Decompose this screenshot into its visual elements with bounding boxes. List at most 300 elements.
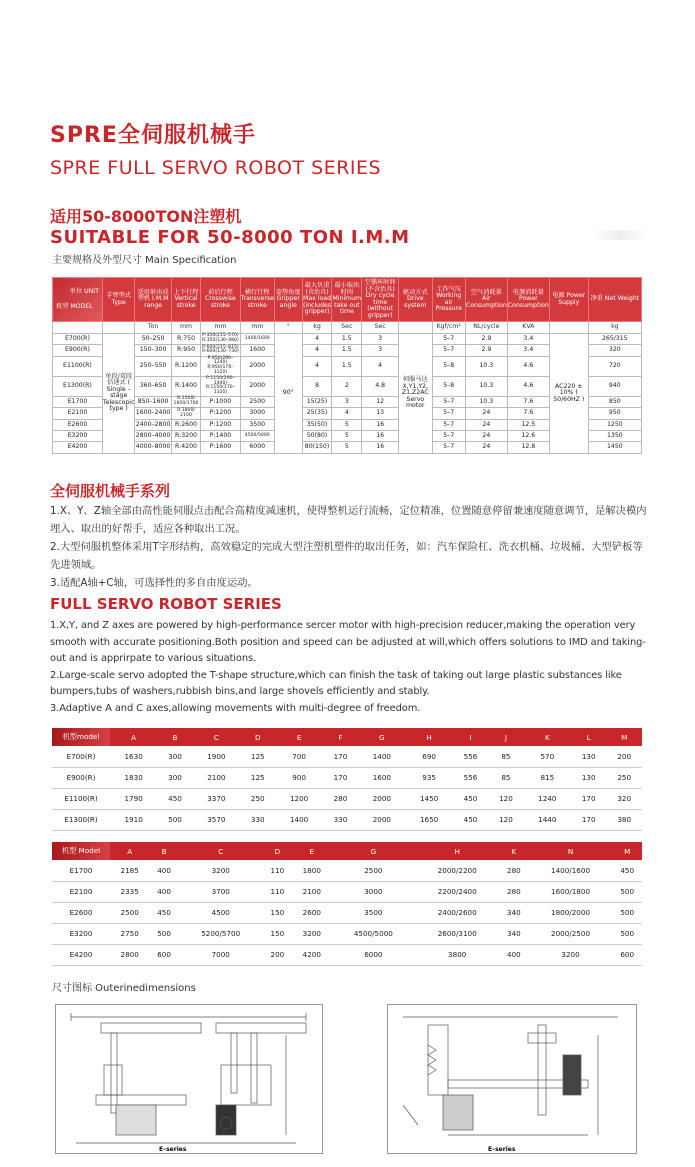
spec-cell: 7.6 xyxy=(507,397,549,408)
spec-cell: P:1000 xyxy=(201,397,240,408)
dim-header-cell: H xyxy=(415,842,499,860)
dim-cell: 150 xyxy=(263,902,292,923)
dim-cell: 1630 xyxy=(110,746,157,767)
spec-unit-cell: Kgf/cm² xyxy=(432,322,465,334)
spec-cell: P:350(215–570) R:350(130–480) xyxy=(202,333,239,344)
dim-header-cell: M xyxy=(612,842,642,860)
spec-cell: E3200 xyxy=(53,430,103,441)
dim-cell: 1240 xyxy=(524,788,571,809)
spec-cell: 8 xyxy=(302,376,332,396)
subtitle-cn: 适用50-8000TON注塑机 xyxy=(50,207,242,226)
dim-cell: 2500 xyxy=(110,902,149,923)
series-en-p1: 1.X,Y, and Z axes are powered by high-performance sercer motor with high-precision reducer,making the operation very smooth with accurate positioning.Both position and speed can be adjusted at will,which offers solutions to IMD and taking-out and is apprirpate to various situations. xyxy=(50,620,646,664)
spec-cell: 5–8 xyxy=(432,356,465,376)
spec-header-type: 手臂型式 Type xyxy=(102,278,135,322)
spec-cell: 4.8 xyxy=(362,376,399,396)
dim-row xyxy=(52,944,642,965)
spec-cell: 265/315 xyxy=(588,334,641,345)
dim-row xyxy=(52,881,642,902)
spec-cell: E1300(R) xyxy=(53,376,103,396)
spec-cell: E2100 xyxy=(53,408,103,419)
spec-header-unit: 单位 UNIT xyxy=(69,288,99,295)
dim-cell: 450 xyxy=(453,788,488,809)
spec-cell: 12.6 xyxy=(507,430,549,441)
spec-cell: R:3200 xyxy=(171,430,201,441)
dim-cell: 2400/2600 xyxy=(415,902,499,923)
spec-cell: 5–7 xyxy=(432,442,465,453)
dim-cell: 2000 xyxy=(358,809,405,830)
spec-cell: 16 xyxy=(362,419,399,430)
dim-header-row xyxy=(52,728,642,746)
dim-header-cell: D xyxy=(240,728,275,746)
spec-cell: 16 xyxy=(362,430,399,441)
dim-cell: 450 xyxy=(453,809,488,830)
spec-cell: P:1150(290–1440) R:1150(170–1320) xyxy=(201,376,240,396)
dim-cell: 690 xyxy=(405,746,452,767)
spec-cell: 2800–4000 xyxy=(135,430,171,441)
spec-cell: 1450 xyxy=(588,442,641,453)
spec-cell: 单段/双段 倍速式 ( Single –stage Telescopic type ) xyxy=(102,334,135,454)
spec-cell: 4000–8000 xyxy=(135,442,171,453)
dim-cell: 2600 xyxy=(292,902,331,923)
dim-row xyxy=(52,788,642,809)
spec-header-model: 机型 MODEL xyxy=(56,302,93,310)
dim-cell: 1400/1600 xyxy=(529,860,613,881)
dim-cell: 125 xyxy=(240,746,275,767)
dim-header-cell: L xyxy=(571,728,606,746)
dim-cell: 200 xyxy=(606,746,642,767)
spec-cell: 720 xyxy=(588,356,641,376)
spec-cell: 3.4 xyxy=(507,345,549,356)
dim-cell: 110 xyxy=(263,881,292,902)
dim-cell: 400 xyxy=(149,881,178,902)
spec-cell: E2600 xyxy=(53,419,103,430)
dim-cell: E1700 xyxy=(52,860,110,881)
dim-cell: 2500 xyxy=(331,860,415,881)
spec-cell: 24 xyxy=(465,419,507,430)
dim-cell: 1800/2000 xyxy=(529,902,613,923)
decorative-band xyxy=(590,230,650,240)
dim-cell: E900(R) xyxy=(52,767,110,788)
spec-unit-cell: mm xyxy=(240,322,274,334)
dim-header-cell: E xyxy=(292,842,331,860)
dim-cell: 1200 xyxy=(275,788,322,809)
spec-cell: R:1800/ 2100 xyxy=(171,408,201,419)
series-heading-cn: 全伺服机械手系列 xyxy=(50,482,171,500)
dim-header-cell: I xyxy=(453,728,488,746)
spec-cell: R:750 xyxy=(171,334,201,345)
dim-cell: 170 xyxy=(323,767,358,788)
spec-cell: 80(150) xyxy=(302,442,332,453)
dim-header-cell: A xyxy=(110,728,157,746)
dim-cell: 400 xyxy=(499,944,528,965)
dim-cell: 3700 xyxy=(179,881,263,902)
dim-row xyxy=(52,923,642,944)
spec-cell: 3000 xyxy=(240,408,274,419)
dim-header-cell: F xyxy=(323,728,358,746)
dim-cell: 3570 xyxy=(193,809,240,830)
spec-header-crosswise: 前后行程 Crosswise stroke xyxy=(201,278,240,322)
dim-cell: 330 xyxy=(323,809,358,830)
dim-cell: 7000 xyxy=(179,944,263,965)
spec-row xyxy=(53,334,642,345)
dim-header-cell: G xyxy=(358,728,405,746)
spec-header-air: 工作气压 Working air Pressure xyxy=(432,278,465,322)
spec-header-gripper: 姿势角度 Gripper angle xyxy=(274,278,302,322)
spec-cell: R:1500/ 1600/1700 xyxy=(171,397,201,408)
dim-cell: 1830 xyxy=(110,767,157,788)
dim-cell: 280 xyxy=(323,788,358,809)
dim-cell: 2600/3100 xyxy=(415,923,499,944)
series-cn-p1: 1.X、Y、Z轴全部由高性能伺服点击配合高精度减速机，使得整机运行流畅，定位精准，位置随意停留兼速度随意调节，是解决模内埋入、取出的好帮手，适应各种取出工况。 xyxy=(50,505,647,535)
spec-cell: 360–650 xyxy=(135,376,171,396)
dim-cell: 170 xyxy=(571,809,606,830)
spec-cell: 150–300 xyxy=(135,345,171,356)
spec-header-vertical: 上下行程 Vertical stroke xyxy=(171,278,201,322)
spec-cell: 4.6 xyxy=(507,376,549,396)
spec-cell: R:4200 xyxy=(171,442,201,453)
spec-cell: 50(80) xyxy=(302,430,332,441)
dim-cell: 200 xyxy=(263,944,292,965)
dim-cell: 3200 xyxy=(292,923,331,944)
spec-header-takeout: 最小取出时间 Minimum take out time xyxy=(332,278,362,322)
spec-cell: 4.6 xyxy=(507,356,549,376)
spec-unit-cell: kg xyxy=(302,322,332,334)
dim-header-cell: K xyxy=(524,728,571,746)
dim-cell: 1400 xyxy=(358,746,405,767)
dim-cell: 1900 xyxy=(193,746,240,767)
spec-header-aircons: 空气消耗量 Air Consumption xyxy=(465,278,507,322)
spec-units-blank xyxy=(102,322,135,334)
dim-cell: 85 xyxy=(488,746,523,767)
dim-cell: 4200 xyxy=(292,944,331,965)
spec-cell: 3.4 xyxy=(507,334,549,345)
dim-header-cell: E xyxy=(275,728,322,746)
dim-cell: 450 xyxy=(157,788,192,809)
dim-cell: 400 xyxy=(149,860,178,881)
spec-cell: E700(R) xyxy=(53,334,103,345)
spec-cell: 12.8 xyxy=(507,442,549,453)
dimension-table-2 xyxy=(52,842,642,966)
spec-cell: 伺服马达 X,Y1,Y2, Z1,Z2AC Servo motor xyxy=(399,334,432,454)
dim-row xyxy=(52,767,642,788)
spec-header-row xyxy=(53,278,642,322)
spec-cell: 4 xyxy=(302,356,332,376)
spec-header-imm: 适用射出成型机 I.M.M range xyxy=(135,278,171,322)
series-cn-p3: 3.适配A轴+C轴，可选择性的多自由度运动。 xyxy=(50,577,258,589)
spec-cell: 6000 xyxy=(240,442,274,453)
dim-cell: 1790 xyxy=(110,788,157,809)
dim-cell: 450 xyxy=(149,902,178,923)
dim-cell: 300 xyxy=(157,767,192,788)
dim-cell: 500 xyxy=(612,881,642,902)
spec-cell: 25(35) xyxy=(302,408,332,419)
dim-cell: 500 xyxy=(149,923,178,944)
dim-cell: 4500/5000 xyxy=(331,923,415,944)
dim-cell: 120 xyxy=(488,809,523,830)
spec-unit-cell: Sec xyxy=(362,322,399,334)
spec-cell: 4 xyxy=(302,334,332,345)
spec-unit-cell: KVA xyxy=(507,322,549,334)
spec-cell: P:600(215–815) R:600(130–730) xyxy=(202,344,239,355)
spec-header-transverse: 横行行程 Transverse stroke xyxy=(240,278,274,322)
dim-cell: 2100 xyxy=(193,767,240,788)
spec-table xyxy=(52,277,642,454)
spec-cell: 850 xyxy=(588,397,641,408)
spec-cell: P:1600 xyxy=(201,442,240,453)
dim-cell: 4500 xyxy=(179,902,263,923)
spec-unit-cell: mm xyxy=(171,322,201,334)
outer-dimensions-label: 尺寸图标 Outerinedimensions xyxy=(52,983,196,994)
spec-cell: 1250 xyxy=(588,419,641,430)
spec-cell: 1600 xyxy=(240,345,274,356)
dim-cell: E4200 xyxy=(52,944,110,965)
spec-cell: P:1200 xyxy=(201,419,240,430)
subtitle-en: SUITABLE FOR 50-8000 TON I.M.M xyxy=(50,227,410,248)
dim-cell: 500 xyxy=(157,809,192,830)
dim-cell: 700 xyxy=(275,746,322,767)
spec-cell: R:1400 xyxy=(171,376,201,396)
spec-cell: 13 xyxy=(362,408,399,419)
spec-cell: 2.9 xyxy=(465,334,507,345)
dim-cell: 1600 xyxy=(358,767,405,788)
dimension-drawing-2 xyxy=(387,1004,637,1154)
dim-header-cell: M xyxy=(606,728,642,746)
spec-cell: 320 xyxy=(588,345,641,356)
dim-cell: 570 xyxy=(524,746,571,767)
spec-cell: 4500/5000 xyxy=(240,430,274,441)
dim-cell: 6000 xyxy=(331,944,415,965)
dim-cell: 2000/2200 xyxy=(415,860,499,881)
spec-cell: 5–7 xyxy=(432,345,465,356)
dim-header-cell: C xyxy=(193,728,240,746)
spec-cell: 90° xyxy=(274,334,302,454)
dim-cell: 556 xyxy=(453,746,488,767)
dim-header-cell: G xyxy=(331,842,415,860)
dim-cell: E2600 xyxy=(52,902,110,923)
dim-cell: 2000 xyxy=(358,788,405,809)
dim-cell: 340 xyxy=(499,902,528,923)
dim-header-cell: N xyxy=(529,842,613,860)
dim-row xyxy=(52,746,642,767)
robot-drawing-front xyxy=(56,1005,322,1153)
spec-cell: E900(R) xyxy=(53,345,103,356)
spec-cell: 5 xyxy=(332,430,362,441)
dim-cell: 3200 xyxy=(529,944,613,965)
dim-cell: 2000/2500 xyxy=(529,923,613,944)
dim-cell: 815 xyxy=(524,767,571,788)
spec-cell: 16 xyxy=(362,442,399,453)
drawing-2-label: E–series xyxy=(488,1146,516,1153)
spec-unit-cell: NL/cycle xyxy=(465,322,507,334)
spec-cell: P:950(290–1240) R:950(170–1120) xyxy=(201,356,240,376)
dim-cell: 1400 xyxy=(275,809,322,830)
spec-header-supply: 电源 Power Supply xyxy=(549,278,588,322)
dim-header-cell: H xyxy=(405,728,452,746)
spec-cell: 1.5 xyxy=(332,334,362,345)
spec-cell: 4 xyxy=(362,356,399,376)
spec-cell: E1100(R) xyxy=(53,356,103,376)
dim-cell: 380 xyxy=(606,809,642,830)
spec-header-drive: 驱动方式 Drive system xyxy=(399,278,432,322)
spec-cell: 12 xyxy=(362,397,399,408)
dim-cell: 250 xyxy=(240,788,275,809)
dim-cell: 170 xyxy=(323,746,358,767)
dim-cell: 170 xyxy=(571,788,606,809)
spec-cell: 10.3 xyxy=(465,356,507,376)
page-title-cn: SPRE全伺服机械手 xyxy=(50,123,256,148)
dim-row xyxy=(52,860,642,881)
dim-cell: 330 xyxy=(240,809,275,830)
dim-cell: 2200/2400 xyxy=(415,881,499,902)
spec-cell: R:950 xyxy=(171,345,201,356)
spec-cell: P:1400 xyxy=(201,430,240,441)
dim-cell: E1100(R) xyxy=(52,788,110,809)
dim-cell: 2335 xyxy=(110,881,149,902)
spec-cell: 4 xyxy=(332,408,362,419)
spec-cell: 2400–2800 xyxy=(135,419,171,430)
spec-cell: E1700 xyxy=(53,397,103,408)
dim-cell: 340 xyxy=(499,923,528,944)
dim-cell: 3800 xyxy=(415,944,499,965)
spec-header-unit-model xyxy=(53,278,103,322)
dim-header-cell: B xyxy=(157,728,192,746)
spec-unit-cell: kg xyxy=(588,322,641,334)
dim-cell: 450 xyxy=(612,860,642,881)
series-paragraphs-en xyxy=(50,618,654,717)
spec-cell: 24 xyxy=(465,430,507,441)
dim-header-cell: B xyxy=(149,842,178,860)
dim-header-row xyxy=(52,842,642,860)
spec-cell: R:2600 xyxy=(171,419,201,430)
spec-cell: 24 xyxy=(465,442,507,453)
dim-cell: 320 xyxy=(606,788,642,809)
dim-cell: 250 xyxy=(606,767,642,788)
spec-cell: 2 xyxy=(332,376,362,396)
dim-cell: 500 xyxy=(612,902,642,923)
dim-cell: 300 xyxy=(157,746,192,767)
dim-header-cell: 机型 Model xyxy=(52,842,110,860)
spec-cell: E4200 xyxy=(53,442,103,453)
dim-cell: E2100 xyxy=(52,881,110,902)
dim-cell: 3000 xyxy=(331,881,415,902)
spec-header-weight: 净重 Net Weight xyxy=(588,278,641,322)
series-en-p3: 3.Adaptive A and C axes,allowing movements with multi-degree of freedom. xyxy=(50,702,421,714)
dim-cell: 2100 xyxy=(292,881,331,902)
spec-units-blank xyxy=(53,322,103,334)
dim-cell: 120 xyxy=(488,788,523,809)
spec-unit-cell: ° xyxy=(274,322,302,334)
drawing-1-label: E–series xyxy=(159,1146,187,1153)
spec-cell: 5–7 xyxy=(432,334,465,345)
dim-header-cell: 机型model xyxy=(52,728,110,746)
spec-units-blank xyxy=(549,322,588,334)
spec-cell: 24 xyxy=(465,408,507,419)
spec-cell: 5–7 xyxy=(432,408,465,419)
dim-header-cell: C xyxy=(179,842,263,860)
series-paragraphs-cn xyxy=(50,502,650,592)
dim-cell: 2800 xyxy=(110,944,149,965)
spec-cell: 2500 xyxy=(240,397,274,408)
spec-cell: 5 xyxy=(332,419,362,430)
dim-header-cell: A xyxy=(110,842,149,860)
dim-cell: 1450 xyxy=(405,788,452,809)
spec-cell: 1.5 xyxy=(332,345,362,356)
dim-cell: 150 xyxy=(263,923,292,944)
series-en-p2: 2.Large-scale servo adopted the T-shape structure,which can finish the task of taking out large plastic substances like bumpers,tubs of washers,rubbish bins,and large shovels efficiently and stably. xyxy=(50,669,622,697)
dim-cell: 1800 xyxy=(292,860,331,881)
dimension-drawing-1 xyxy=(55,1004,323,1154)
spec-cell: 2.9 xyxy=(465,345,507,356)
spec-unit-cell: mm xyxy=(201,322,240,334)
dim-header-cell: D xyxy=(263,842,292,860)
dim-cell: 1910 xyxy=(110,809,157,830)
dim-cell: 500 xyxy=(612,923,642,944)
dim-cell: 3200 xyxy=(179,860,263,881)
page-title-en: SPRE FULL SERVO ROBOT SERIES xyxy=(50,157,382,179)
dim-cell: 900 xyxy=(275,767,322,788)
spec-cell: 5–7 xyxy=(432,430,465,441)
dim-cell: 130 xyxy=(571,746,606,767)
spec-cell: AC220 ± 10% ( 50/60HZ ) xyxy=(549,334,588,454)
spec-cell: R:1200 xyxy=(171,356,201,376)
spec-header-drycycle: 空循环时间(不含治具) Dry cycle time (without gripper) xyxy=(362,278,399,322)
dim-cell: 556 xyxy=(453,767,488,788)
dim-cell: 2750 xyxy=(110,923,149,944)
spec-cell: 35(50) xyxy=(302,419,332,430)
dim-cell: E3200 xyxy=(52,923,110,944)
dim-cell: 935 xyxy=(405,767,452,788)
spec-cell: 5–7 xyxy=(432,397,465,408)
spec-cell: 5–8 xyxy=(432,376,465,396)
spec-cell: 3500 xyxy=(240,419,274,430)
spec-header-power: 电源消耗量 Power Consumption xyxy=(507,278,549,322)
dim-cell: 3370 xyxy=(193,788,240,809)
spec-cell: 12.5 xyxy=(507,419,549,430)
spec-cell: 5–7 xyxy=(432,419,465,430)
spec-cell: 1350 xyxy=(588,430,641,441)
series-heading-en: FULL SERVO ROBOT SERIES xyxy=(50,595,282,613)
spec-units-row xyxy=(53,322,642,334)
dim-row xyxy=(52,902,642,923)
spec-cell: 15(25) xyxy=(302,397,332,408)
spec-cell: 2000 xyxy=(240,376,274,396)
dim-cell: 5200/5700 xyxy=(179,923,263,944)
spec-cell: 50–250 xyxy=(135,334,171,345)
spec-units-blank xyxy=(399,322,432,334)
dim-cell: 125 xyxy=(240,767,275,788)
spec-cell: 5 xyxy=(332,442,362,453)
dim-cell: 600 xyxy=(149,944,178,965)
dim-header-cell: J xyxy=(488,728,523,746)
spec-cell: 2000 xyxy=(240,356,274,376)
series-cn-p2: 2.大型伺服机整体采用T字形结构，高效稳定的完成大型注塑机塑件的取出任务，如：汽车保险杠、洗衣机桶、垃圾桶、大型铲板等先进领域。 xyxy=(50,541,643,571)
dim-cell: 3500 xyxy=(331,902,415,923)
spec-cell: 3 xyxy=(362,345,399,356)
spec-cell: 950 xyxy=(588,408,641,419)
dim-row xyxy=(52,809,642,830)
dim-cell: 1440 xyxy=(524,809,571,830)
dim-cell: 130 xyxy=(571,767,606,788)
dim-cell: 85 xyxy=(488,767,523,788)
dim-cell: 1600/1800 xyxy=(529,881,613,902)
dim-cell: E1300(R) xyxy=(52,809,110,830)
spec-cell: 3 xyxy=(362,334,399,345)
dim-cell: 280 xyxy=(499,860,528,881)
dim-cell: 280 xyxy=(499,881,528,902)
dim-cell: 600 xyxy=(612,944,642,965)
spec-cell: 250–550 xyxy=(135,356,171,376)
